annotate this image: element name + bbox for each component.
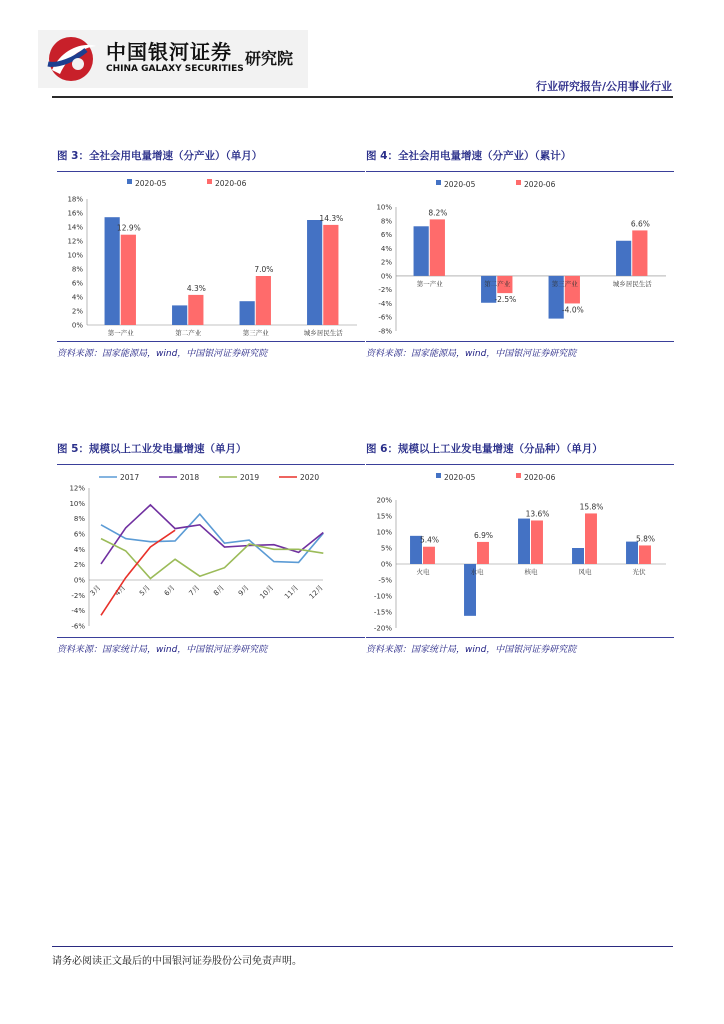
bar-2020-06 — [632, 230, 647, 275]
bar-2020-05 — [626, 542, 638, 564]
bar-2020-06 — [585, 513, 597, 564]
x-tick-label: 第一产业 — [107, 329, 134, 337]
figure-source: 资料来源：国家统计局，wind，中国银河证券研究院 — [57, 645, 268, 655]
y-tick-label: 5% — [380, 544, 392, 553]
data-label: -4.0% — [561, 305, 584, 315]
y-tick-label: -5% — [378, 576, 392, 585]
y-tick-label: -20% — [373, 624, 392, 633]
data-label: 12.9% — [116, 223, 141, 233]
y-tick-label: 4% — [380, 244, 392, 253]
series-line-2020 — [101, 530, 175, 615]
y-tick-label: 6% — [71, 279, 83, 288]
x-tick-label: 第二产业 — [484, 279, 511, 288]
y-tick-label: 12% — [69, 484, 85, 493]
bar-2020-05 — [518, 519, 530, 564]
legend-label: 2019 — [240, 473, 260, 482]
footer-divider — [52, 946, 673, 947]
x-tick-label: 风电 — [578, 568, 592, 576]
x-tick-label: 水电 — [470, 568, 484, 576]
data-label: 4.3% — [186, 283, 206, 293]
legend-label: 2020 — [300, 473, 320, 482]
x-tick-label: 3月 — [88, 583, 103, 598]
bar-2020-05 — [172, 305, 187, 325]
bar-2020-05 — [414, 226, 429, 276]
x-tick-label: 8月 — [212, 583, 226, 598]
y-tick-label: 2% — [73, 561, 85, 570]
y-tick-label: 6% — [380, 231, 392, 240]
x-tick-label: 城乡居民生活 — [303, 329, 343, 337]
x-tick-label: 第二产业 — [175, 329, 202, 337]
y-tick-label: 2% — [71, 307, 83, 316]
legend-label: 2020-05 — [444, 473, 476, 482]
figure-top-rule — [366, 464, 674, 465]
bar-2020-06 — [121, 235, 136, 325]
x-tick-label: 城乡居民生活 — [612, 279, 652, 288]
legend-label: 2020-05 — [135, 179, 167, 188]
figure-bottom-rule — [366, 637, 674, 638]
y-tick-label: -6% — [71, 622, 85, 631]
y-tick-label: -4% — [71, 607, 85, 616]
figure-5 — [57, 441, 365, 663]
data-label: 8.2% — [428, 208, 448, 218]
figure-title: 图 4：全社会用电量增速（分产业）（累计） — [366, 150, 572, 162]
y-tick-label: 18% — [67, 195, 83, 204]
y-tick-label: -6% — [378, 313, 392, 322]
page-header — [0, 0, 724, 100]
chart-generation-monthly — [57, 466, 365, 638]
legend-swatch — [127, 179, 132, 184]
x-tick-label: 火电 — [416, 568, 430, 576]
y-tick-label: 10% — [376, 528, 392, 537]
figure-source: 资料来源：国家统计局，wind，中国银河证券研究院 — [366, 645, 577, 655]
bar-2020-05 — [307, 220, 322, 325]
y-tick-label: 0% — [73, 576, 85, 585]
y-tick-label: 0% — [380, 272, 392, 281]
bar-2020-06 — [639, 545, 651, 564]
y-tick-label: 14% — [67, 223, 83, 232]
series-line-2018 — [101, 505, 323, 564]
company-logo — [38, 30, 308, 88]
x-tick-label: 光伏 — [632, 568, 646, 576]
series-line-2017 — [101, 514, 323, 562]
x-tick-label: 5月 — [138, 583, 152, 598]
y-tick-label: 20% — [376, 496, 392, 505]
x-tick-label: 第三产业 — [551, 279, 578, 288]
figure-bottom-rule — [366, 341, 674, 342]
brand-name-cn: 中国银河证券 — [106, 40, 232, 64]
bar-2020-05 — [572, 548, 584, 564]
y-tick-label: 6% — [73, 530, 85, 539]
figure-source: 资料来源：国家能源局，wind，中国银河证券研究院 — [366, 349, 577, 359]
figure-top-rule — [366, 171, 674, 172]
bar-2020-06 — [256, 276, 271, 325]
figure-bottom-rule — [57, 637, 365, 638]
data-label: 7.0% — [254, 265, 274, 274]
header-divider — [52, 96, 673, 98]
galaxy-logo-icon — [38, 30, 102, 88]
legend-label: 2017 — [120, 473, 140, 482]
legend-label: 2020-06 — [524, 473, 556, 482]
legend-label: 2020-06 — [215, 179, 247, 188]
figure-6 — [366, 441, 674, 663]
x-tick-label: 10月 — [258, 583, 276, 601]
y-tick-label: -2% — [378, 286, 392, 295]
report-category: 行业研究报告/公用事业行业 — [535, 80, 672, 93]
legend-swatch — [516, 180, 521, 185]
y-tick-label: 8% — [380, 217, 392, 226]
bar-2020-06 — [477, 542, 489, 564]
figure-top-rule — [57, 464, 365, 465]
legend-label: 2020-05 — [444, 180, 476, 189]
y-tick-label: 10% — [69, 499, 85, 508]
y-tick-label: 15% — [376, 512, 392, 521]
x-tick-label: 11月 — [283, 583, 301, 601]
y-tick-label: -15% — [373, 608, 392, 617]
data-label: 5.8% — [635, 534, 656, 544]
figure-title: 图 3：全社会用电量增速（分产业）（单月） — [57, 150, 263, 162]
x-tick-label: 第一产业 — [416, 279, 443, 288]
bar-2020-06 — [531, 520, 543, 564]
figure-top-rule — [57, 171, 365, 172]
bar-2020-06 — [423, 547, 435, 564]
x-tick-label: 12月 — [307, 583, 325, 601]
legend-swatch — [436, 473, 441, 478]
legend-label: 2018 — [180, 473, 200, 482]
y-tick-label: 10% — [67, 251, 83, 260]
x-tick-label: 4月 — [113, 583, 128, 598]
bar-2020-05 — [616, 241, 631, 276]
y-tick-label: 8% — [73, 515, 85, 524]
y-tick-label: -4% — [378, 299, 392, 308]
y-tick-label: 2% — [380, 258, 392, 267]
data-label: -2.5% — [494, 295, 517, 305]
data-label: 5.4% — [419, 535, 440, 545]
y-tick-label: 4% — [71, 293, 83, 302]
series-line-2019 — [101, 539, 323, 579]
x-tick-label: 核电 — [524, 568, 538, 576]
chart-generation-by-type — [366, 466, 674, 638]
chart-industry-cumulative — [366, 173, 674, 345]
bar-2020-06 — [188, 295, 203, 325]
figure-title: 图 5：规模以上工业发电量增速（单月） — [57, 443, 247, 455]
x-tick-label: 7月 — [187, 583, 202, 598]
bar-2020-06 — [323, 225, 338, 325]
y-tick-label: 0% — [380, 560, 392, 569]
data-label: 13.6% — [525, 509, 550, 519]
figure-4 — [366, 148, 674, 363]
chart-industry-monthly — [57, 173, 365, 345]
y-tick-label: 16% — [67, 209, 83, 218]
figure-title: 图 6：规模以上工业发电量增速（分品种）（单月） — [366, 443, 603, 455]
data-label: 14.3% — [319, 213, 344, 223]
y-tick-label: 12% — [67, 237, 83, 246]
y-tick-label: 10% — [376, 203, 392, 212]
legend-swatch — [436, 180, 441, 185]
x-tick-label: 9月 — [236, 583, 251, 598]
data-label: 6.9% — [473, 530, 494, 540]
figure-bottom-rule — [57, 341, 365, 342]
y-tick-label: 4% — [73, 545, 85, 554]
y-tick-label: -8% — [378, 327, 392, 336]
legend-swatch — [207, 179, 212, 184]
legend-label: 2020-06 — [524, 180, 556, 189]
brand-name-en: CHINA GALAXY SECURITIES — [106, 64, 244, 74]
bar-2020-05 — [240, 301, 255, 325]
brand-institute: 研究院 — [245, 49, 294, 68]
y-tick-label: -10% — [373, 592, 392, 601]
legend-swatch — [516, 473, 521, 478]
figure-3 — [57, 148, 365, 363]
x-tick-label: 第三产业 — [242, 329, 269, 337]
y-tick-label: -2% — [71, 591, 85, 600]
disclaimer-text: 请务必阅读正文最后的中国银河证券股份公司免责声明。 — [52, 956, 302, 967]
bar-2020-05 — [105, 217, 120, 325]
data-label: 15.8% — [579, 502, 604, 512]
data-label: 6.6% — [630, 219, 650, 229]
figure-source: 资料来源：国家能源局，wind，中国银河证券研究院 — [57, 349, 268, 359]
x-tick-label: 6月 — [162, 583, 177, 598]
bar-2020-06 — [430, 219, 445, 275]
y-tick-label: 0% — [71, 321, 83, 330]
y-tick-label: 8% — [71, 265, 83, 274]
